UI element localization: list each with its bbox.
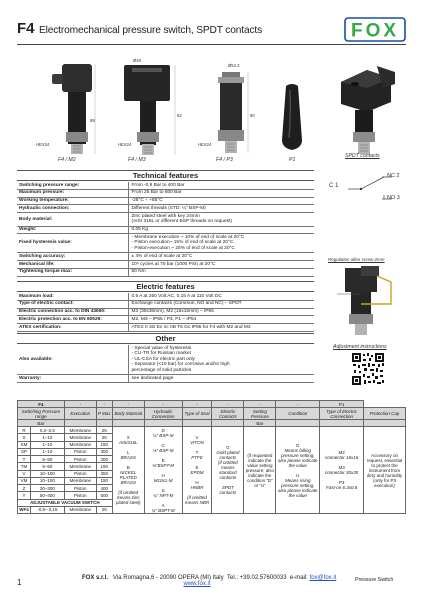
seal-type-line: HNBR: [190, 485, 204, 490]
range-value: 1–10: [30, 448, 64, 455]
electric-contacts-line: SPDT contacts: [219, 485, 237, 495]
order-header-cell: Hydraulic Connection: [144, 408, 182, 420]
footer-address: Via Romagna,6 - 20090 OPERA (MI) Italy: [113, 575, 224, 581]
logo-text: FOX: [350, 20, 400, 42]
range-code: Z: [18, 485, 31, 492]
regulation-caption: Regulation allen screw 2mm: [328, 257, 385, 262]
other-table: [17, 345, 314, 383]
m3-dim-side: 62: [177, 113, 182, 118]
order-header-cell: Switching Pressure range: [18, 408, 65, 420]
footer-company: FOX s.r.l.: [82, 575, 109, 581]
electric-connection-line: M2: [338, 450, 345, 455]
spec-value-line: M3 (30x30mm), M2 (15x15mm) – IP65: [131, 309, 214, 315]
spec-value: [128, 197, 314, 205]
hydraulic-connection-line: D: [161, 427, 165, 433]
seal-type-line: E: [195, 465, 199, 470]
electric-connection-line: Fast-on 6.3x0.8: [325, 485, 358, 490]
order-code-cell: -: [212, 401, 244, 408]
figure-regulation-screw: [331, 264, 403, 339]
spec-value: [128, 293, 314, 300]
technical-row: [17, 268, 314, 276]
range-code: SM: [18, 441, 31, 448]
execution-value: Membrane: [64, 441, 96, 448]
spdt-c1: C 1: [329, 183, 339, 189]
electric-connection-line: connector 16x16: [324, 455, 359, 460]
spec-value-line: Different threads (STD: ¼” BSP-M): [131, 205, 206, 211]
order-code-cell: -: [64, 401, 96, 408]
other-row: [17, 375, 314, 383]
vacuum-cell: 25: [96, 506, 112, 513]
order-header-cell: Setting Pressure: [244, 408, 276, 420]
hydraulic-connection-line: ¼” BSP-M: [152, 432, 174, 438]
order-code-cell: -: [276, 401, 320, 408]
order-unit-cell: [144, 420, 182, 427]
range-value: 5–50: [30, 456, 64, 463]
execution-value: Membrane: [64, 434, 96, 441]
order-unit-cell: [212, 420, 244, 427]
spec-value-line: M2, M3 – IP65 / P3, P1 – IP54: [131, 316, 197, 322]
m3-hex: HEX24: [118, 142, 132, 147]
spec-key: Mechanical life:: [17, 261, 128, 269]
vacuum-cell: -0,8– 0,15: [30, 506, 64, 513]
electric-connection-line: P3: [338, 480, 345, 485]
range-value: 10–100: [30, 470, 64, 477]
range-code: TM: [18, 463, 31, 470]
order-header-cell: Condition: [276, 408, 320, 420]
spec-value-line: 50 Nm: [131, 269, 146, 275]
hydraulic-connection-line: A: [161, 502, 165, 508]
spec-key: Switching accuracy:: [17, 253, 128, 261]
range-value: 0.2–2.5: [30, 427, 64, 434]
hydraulic-connection-line: C: [161, 442, 165, 448]
electric-row: [17, 316, 314, 324]
spec-value: [128, 308, 314, 316]
spec-value-line: - Membrane execution ~ 10% of end of scale at 20°C: [131, 234, 245, 240]
spec-value: [128, 213, 314, 226]
spec-value: [128, 375, 314, 383]
p1-caption: P1: [289, 157, 296, 163]
other-heading: Other: [17, 333, 314, 344]
spec-value-line: - Special value of hysteresis: [131, 345, 192, 351]
footer-email-label: e-mail:: [289, 575, 308, 581]
order-code-cell: -: [96, 401, 112, 408]
execution-value: Piston: [64, 456, 96, 463]
technical-row: [17, 213, 314, 226]
hydraulic-connection-line: ¼” BSPT-M: [151, 507, 175, 513]
spec-key: Tightening torque max:: [17, 268, 128, 276]
pmax-value: 300: [96, 456, 112, 463]
execution-value: Membrane: [64, 427, 96, 434]
condition-line: U: [296, 472, 300, 478]
technical-row: [17, 261, 314, 269]
spec-value: [128, 234, 314, 253]
spec-key: Switching pressure range:: [17, 182, 128, 189]
electric-features-heading: Electric features: [17, 281, 314, 292]
spec-value: [128, 261, 314, 269]
p3-caption: F4 / P3: [216, 157, 233, 163]
electric-features-table: [17, 293, 314, 332]
electric-row: [17, 308, 314, 316]
figure-f4-m3: [118, 62, 180, 165]
spec-value: [128, 300, 314, 308]
range-code: Y: [18, 492, 31, 499]
spdt-nc2: NC 2: [387, 173, 400, 179]
m2-caption: F4 / M2: [58, 157, 76, 163]
range-value: 30–300: [30, 485, 64, 492]
spec-value: [128, 316, 314, 324]
spec-key: Working temperature:: [17, 197, 128, 205]
spec-key: Type of electric contact:: [17, 300, 128, 308]
order-unit-cell: [112, 420, 144, 427]
figure-p1-cap: [272, 82, 312, 154]
hydraulic-connection-line: S: [161, 487, 165, 493]
page-number: 1: [17, 578, 22, 587]
seal-type-line: (if omitted means NBR: [184, 495, 210, 505]
execution-value: Piston: [64, 470, 96, 477]
qr-code-icon[interactable]: [351, 352, 385, 386]
order-header-cell: Execution: [64, 408, 96, 420]
order-header-cell: Body Material: [112, 408, 144, 420]
range-value: 50–400: [30, 492, 64, 499]
product-code: F4: [17, 20, 35, 37]
setting-pressure-line: (if requested indicate the value setting pressure; also indicate the condition “D” or “U”: [245, 452, 274, 488]
footer-section: Pressure Switch: [355, 577, 394, 583]
hydraulic-connection-line: M10x1-M: [153, 477, 173, 483]
figure-f4-m2: [52, 60, 102, 165]
range-code: SP: [18, 448, 31, 455]
hydraulic-connection-line: H: [161, 472, 165, 478]
body-material-line: L: [126, 450, 130, 455]
figure-f4-p3: [210, 70, 255, 165]
vacuum-title: ADJUSTABLE VACUUM SWITCH: [18, 499, 113, 506]
body-material-line: AISI316L: [118, 440, 138, 445]
seal-type-line: VITON: [190, 440, 204, 445]
figure-assembled-switch: [333, 62, 405, 160]
m3-caption: F4 / M3: [128, 157, 146, 163]
order-header-cell: Electric Contacts: [212, 408, 244, 420]
spec-value-line: 0.05 Kg: [131, 227, 149, 233]
spec-key: Fixed hysteresis value:: [17, 234, 128, 253]
spec-value-line: 10⁶ cycles at 70 bar (1000 PSI) at 20°C: [131, 261, 216, 267]
condition: [276, 427, 320, 514]
p3-hex: HEX24: [198, 142, 212, 147]
range-code: R: [18, 427, 31, 434]
condition-line: Means falling pressure setting, also please indicate the value: [277, 447, 318, 468]
electric-row: [17, 300, 314, 308]
body-material-line: NICKEL PLATED BRASS: [119, 470, 137, 485]
pmax-value: 400: [96, 485, 112, 492]
spec-value: [128, 253, 314, 261]
spec-value: [128, 226, 314, 234]
order-unit-cell: [182, 420, 212, 427]
pmax-value: 350: [96, 470, 112, 477]
fox-logo: [344, 15, 406, 44]
order-code-cell: -: [182, 401, 212, 408]
hydraulic-connection: [144, 427, 182, 514]
spec-value-line: ATEX II 3G Ex nc IIB T6 Gc IP65 for F4 with M2 and M3: [131, 324, 251, 330]
order-header-cell: Type of Seal: [182, 408, 212, 420]
spec-value: [128, 268, 314, 276]
spec-key: Weight:: [17, 226, 128, 234]
order-unit-cell: [320, 420, 364, 427]
order-unit-cell: Bar: [18, 420, 65, 427]
spec-value-line: - CU-TR for Russian market: [131, 351, 191, 357]
pmax-value: 300: [96, 448, 112, 455]
technical-row: [17, 189, 314, 197]
body-material-line: B: [126, 465, 130, 470]
p3-dim-top: Ø52.3: [228, 63, 240, 68]
order-header-cell: P Max: [96, 408, 112, 420]
order-header-cell: Type of Electric Connection: [320, 408, 364, 420]
spec-value-line: - Piston-execution ~ 25% of end of scale at 20°C: [131, 246, 235, 252]
spec-value: [128, 324, 314, 332]
electric-connection: [320, 427, 364, 514]
product-subtitle: Electromechanical pressure switch, SPDT contacts: [38, 25, 263, 36]
body-material-line: BRASS: [120, 455, 136, 460]
technical-row: [17, 253, 314, 261]
order-range-row: [18, 427, 406, 434]
spec-value-line: - Separator (<10 bar) for corrosive and/or high: [131, 362, 230, 368]
range-value: 5–50: [30, 463, 64, 470]
seal-type-line: H: [195, 480, 199, 485]
spec-key: Warranty:: [17, 375, 128, 383]
seal-type-line: T: [195, 450, 199, 455]
hydraulic-connection-line: ⅛”BSPT-M: [152, 462, 175, 468]
header-rule: [17, 44, 406, 45]
m3-dim-top: Ø48: [133, 58, 141, 63]
vacuum-cell: WF4: [19, 507, 29, 513]
order-unit-cell: [276, 420, 320, 427]
spdt-no3: NO 3: [387, 195, 400, 201]
electric-contacts: [212, 427, 244, 514]
setting-pressure: [244, 427, 276, 514]
spec-value: [128, 345, 314, 375]
order-code-cell: -: [244, 401, 276, 408]
footer-phone: Tel.: +39.02.57600033: [226, 575, 287, 581]
pmax-value: 150: [96, 477, 112, 484]
spdt-title: SPDT contacts: [345, 153, 380, 159]
spec-value-line: ± 4% of end of scale at 20°C: [131, 253, 193, 259]
spec-key: Also available:: [17, 345, 128, 375]
spec-key: ATEX certification:: [17, 324, 128, 332]
hydraulic-connection-line: E: [161, 457, 165, 463]
spec-key: Electric protection acc. to EN 60529:: [17, 316, 128, 324]
electric-contacts-line: (if omitted means standard contacts: [218, 460, 238, 480]
fox-logo-graphic: [344, 15, 406, 44]
technical-row: [17, 182, 314, 189]
range-value: 10–100: [30, 477, 64, 484]
execution-value: Membrane: [64, 477, 96, 484]
spec-value-line: 0.5 A at 250 Volt AC, 0.15 A at 110 Volt DC: [131, 293, 222, 299]
technical-row: [17, 197, 314, 205]
order-unit-cell: [364, 420, 406, 427]
order-unit-row: [18, 420, 406, 427]
order-code-row: [18, 401, 406, 408]
order-unit-cell: [64, 420, 96, 427]
range-code: VM: [18, 477, 31, 484]
spec-value: [128, 182, 314, 189]
order-header-cell: Protection Cap: [364, 408, 406, 420]
spec-value-line: Exchange contacts (Common, NO and NC) – SPDT: [131, 301, 242, 307]
spec-value-line: (AISI 316L or different BSP threads on request): [131, 219, 232, 225]
ordering-code-table: [17, 400, 406, 514]
spec-value-line: - UL-CSA for electric part only: [131, 356, 195, 362]
m2-dim: 88: [90, 118, 95, 123]
pmax-value: 150: [96, 441, 112, 448]
footer-web-link[interactable]: www.fox.it: [183, 581, 211, 587]
body-material-line: (if omitted means zinc plated steel): [115, 490, 141, 505]
spec-key: Maximum load:: [17, 293, 128, 300]
adjust-caption: Adjustment instructions: [333, 344, 387, 350]
seal-type-line: V: [195, 435, 199, 440]
electric-row: [17, 324, 314, 332]
technical-row: [17, 226, 314, 234]
footer-contact: [82, 575, 337, 587]
spec-value-line: From -0.8 Bar to 400 Bar: [131, 182, 185, 188]
electric-row: [17, 293, 314, 300]
spec-key: Electric connection acc. to DIN 43650:: [17, 308, 128, 316]
spec-value: [128, 205, 314, 213]
m2-hex: HEX24: [36, 142, 50, 147]
pmax-value: 25: [96, 427, 112, 434]
execution-value: Piston: [64, 448, 96, 455]
range-code: V: [18, 470, 31, 477]
footer-email-link[interactable]: fox@fox.it: [309, 575, 337, 581]
condition-line: D: [296, 442, 300, 448]
order-code-cell: -: [144, 401, 182, 408]
range-code: S: [18, 434, 31, 441]
execution-value: Piston: [64, 492, 96, 499]
spec-value-line: percentage of solid particles: [131, 367, 192, 373]
seal-type-line: EPDM: [190, 470, 204, 475]
spec-value-line: see dedicated page: [131, 375, 174, 381]
spec-value-line: From 25 Bar to 600 Bar: [131, 190, 182, 196]
pmax-value: 25: [96, 434, 112, 441]
spec-key: Body material:: [17, 213, 128, 226]
range-code: T: [18, 456, 31, 463]
technical-features-heading: Technical features: [17, 170, 314, 181]
technical-row: [17, 234, 314, 253]
condition-line: Means rising pressure setting, also please indicate the value: [277, 477, 318, 498]
spec-value-line: -25°C ÷ +85°C: [131, 198, 163, 204]
p3-dim-side: 90: [250, 113, 255, 118]
order-code-cell: P1: [320, 401, 364, 408]
seal-type-line: PTFE: [191, 455, 203, 460]
range-value: 1–10: [30, 434, 64, 441]
execution-value: Membrane: [64, 463, 96, 470]
page-title: [17, 20, 262, 38]
order-header-row: [18, 408, 406, 420]
electric-contacts-line: Gold plated contacts: [216, 450, 240, 460]
technical-row: [17, 205, 314, 213]
protection-cap-line: Accessory on request, essential to protect the instrument from dirty and humidity (only for P3 execution): [366, 452, 403, 488]
technical-features-table: [17, 182, 314, 277]
range-value: 1–10: [30, 441, 64, 448]
spec-value: [128, 189, 314, 197]
electric-connection-line: M3: [338, 465, 345, 470]
execution-value: Piston: [64, 485, 96, 492]
pmax-value: 150: [96, 463, 112, 470]
seal-type: [182, 427, 212, 514]
hydraulic-connection-line: ¼” NPT-M: [152, 492, 174, 498]
other-row: [17, 345, 314, 375]
body-material-line: X: [126, 435, 130, 440]
hydraulic-connection-line: ⅛” BSP-M: [152, 447, 174, 453]
pmax-value: 600: [96, 492, 112, 499]
order-unit-cell: [96, 420, 112, 427]
vacuum-cell: Membrane: [64, 506, 96, 513]
protection-cap: [364, 427, 406, 514]
spec-value-line: Zinc plated steel with key 24mm: [131, 213, 200, 219]
electric-connection-line: connector 30x30: [324, 470, 359, 475]
order-unit-cell: Bar: [244, 420, 276, 427]
spec-value-line: - Piston execution~ 15% of end of scale at 20°C: [131, 240, 234, 246]
spec-key: Hydraulic connection:: [17, 205, 128, 213]
order-code-cell: F4: [18, 401, 65, 408]
body-material: [112, 427, 144, 514]
electric-contacts-line: G: [226, 445, 230, 450]
spec-key: Maximum pressure:: [17, 189, 128, 197]
order-code-cell: -: [112, 401, 144, 408]
